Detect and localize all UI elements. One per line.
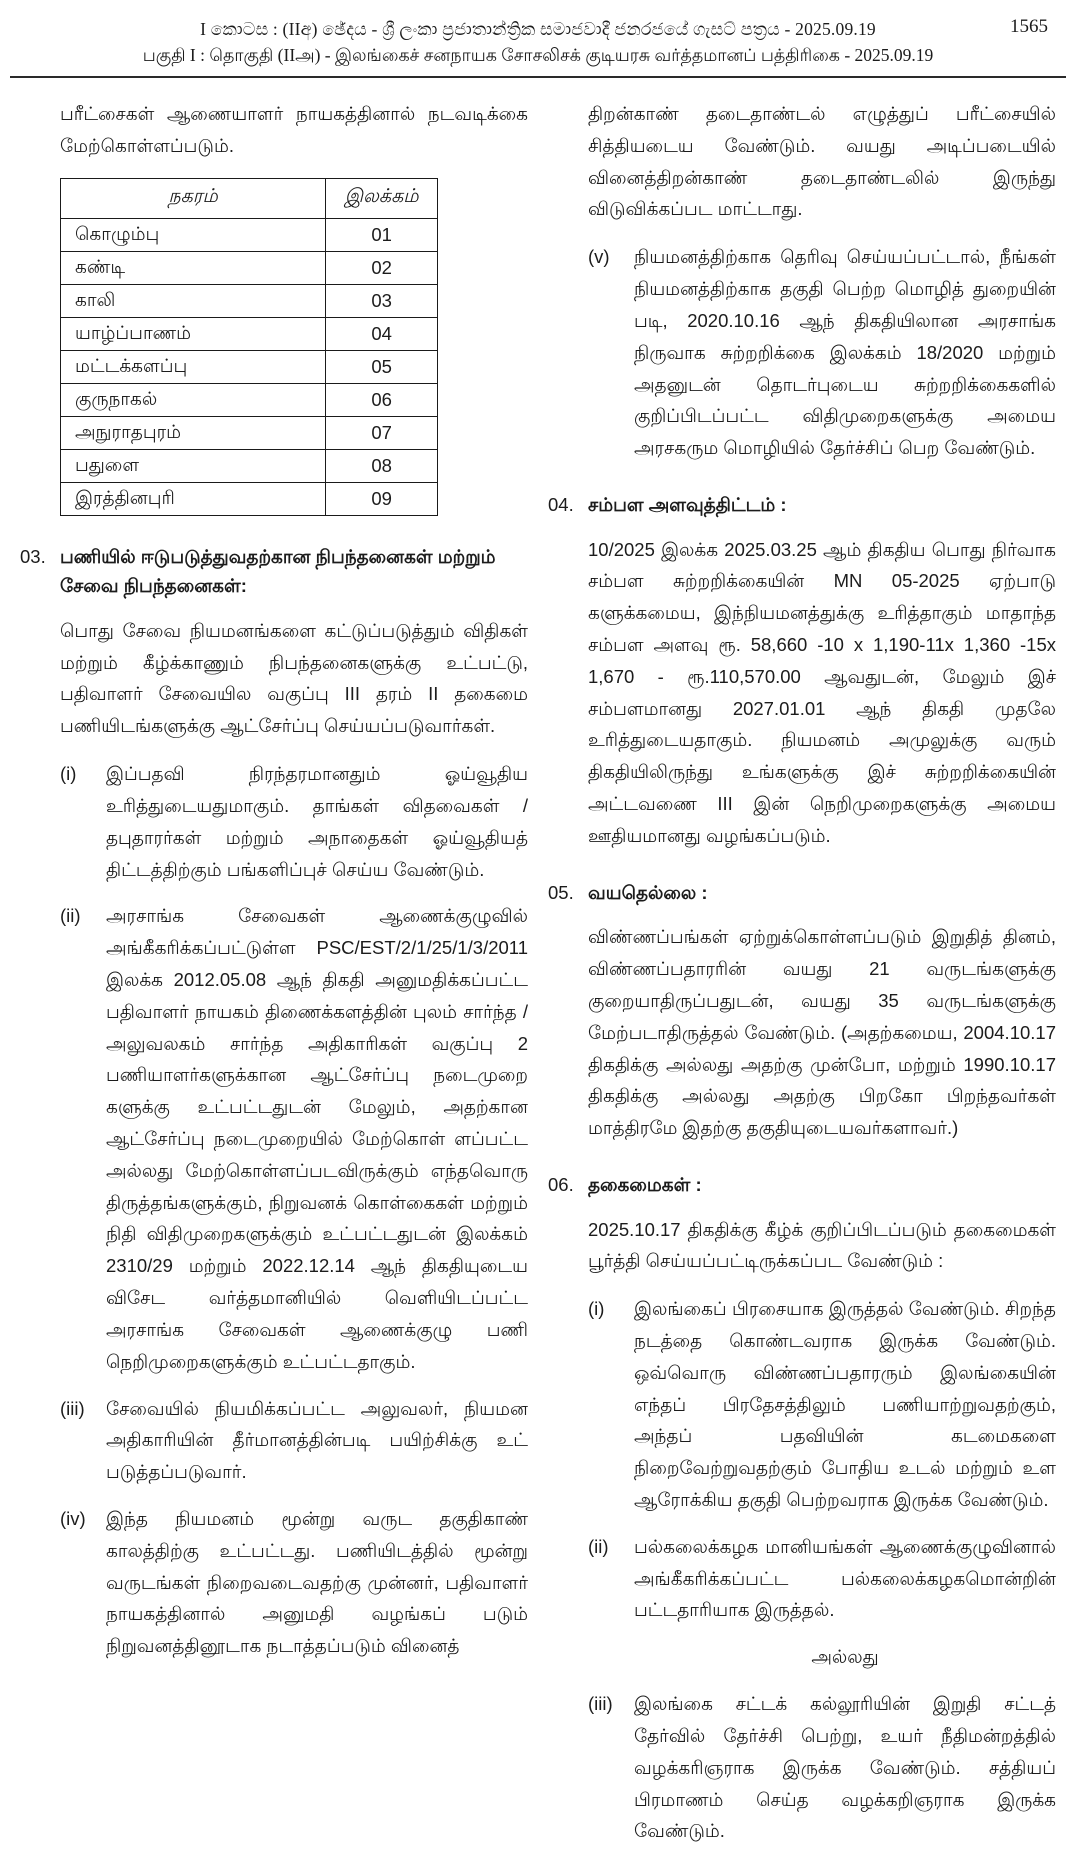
city-code-cell: 06 [326,383,438,416]
city-name-cell: பதுளை [61,449,326,482]
section-03-title: பணியில் ஈடுபடுத்துவதற்கான நிபந்தனைகள் மற்றும் சேவை நிபந்தனைகள்: [60,545,496,597]
city-code-cell: 09 [326,482,438,515]
header-sinhala-line: I කොටස : (IIඅ) ඡේදය - ශ්‍රී ලංකා ප්‍රජාතාන්ත්‍රික සමාජවාදී ජනරජයේ ගැසට් පත්‍රය - 2025.09.19 [200,19,876,39]
table-header-row [61,178,438,218]
section-06-intro: 2025.10.17 திகதிக்கு கீழ்க் குறிப்பிடப்படும் தகைமைகள் பூர்த்தி செய்யப்பட்டிருக்கப்பட வேண்டும் : [588,1218,1056,1272]
section-04-title: சம்பள அளவுத்திட்டம் : [588,493,787,515]
list-item-ii [588,1531,1056,1626]
city-name-cell: இரத்தினபுரி [61,482,326,515]
item-text: அரசாங்க சேவைகள் ஆணைக்குழுவில் அங்கீகரிக்கப்பட்டுள்ள PSC/EST/2/1/25/1/3/2011 இலக்க 2012.05.08 ஆந் திகதி அனுமதிக்கப்பட்ட பதிவாளர் நாயகம் திணைக்களத்தின் புலம் சார்ந்த / அலுவலகம் சார்ந்த அதிகாரிகள் வகுப்பு 2 பணியாளர்களுக்கான ஆட்சேர்ப்பு நடைமுறை களுக்கு உட்பட்டதுடன் மேலும், அதற்கான ஆட்சேர்ப்பு நடைமுறையில் மேற்கொள் ளப்பட்ட அல்லது மேற்கொள்ளப்படவிருக்கும் எந்தவொரு திருத்தங்களுக்கும், நிறுவனக் கொள்கைகள் மற்றும் நிதி விதிமுறைகளுக்கும் உட்பட்டதுடன் இலக்கம் 2310/29 மற்றும் 2022.12.14 ஆந் திகதியுடைய விசேட வர்த்தமானியில் வெளியிடப்பட்ட அரசாங்க சேவைகள் ஆணைக்குழு பணி நெறிமுறைகளுக்கும் உட்பட்டதாகும். [106,905,528,1372]
or-connector: அல்லது [811,1646,879,1668]
list-item-iv [60,1503,528,1662]
item-text: பல்கலைக்கழக மானியங்கள் ஆணைக்குழுவினால் அங்கீகரிக்கப்பட்ட பல்கலைக்கழகமொன்றின் பட்டதாரியாக இருத்தல். [634,1535,1056,1621]
list-item-i [588,1293,1056,1516]
section-03-number: 03. [20,545,46,567]
section-05-heading [548,878,1056,908]
item-marker: (ii) [60,905,81,927]
city-name-cell: குருநாகல் [61,383,326,416]
section-06-heading [548,1170,1056,1200]
section-03-intro: பொது சேவை நியமனங்களை கட்டுப்படுத்தும் விதிகள் மற்றும் கீழ்க்காணும் நிபந்தனைகளுக்கு உட்பட்டு, பதிவாளர் சேவையில வகுப்பு III தரம் II தகைமை பணியிடங்களுக்கு ஆட்சேர்ப்பு செய்யப்படுவார்கள். [60,619,528,737]
city-code-cell: 03 [326,284,438,317]
city-code-cell: 02 [326,251,438,284]
section-03-heading [20,542,528,601]
item-marker: (iv) [60,1507,86,1529]
item-text: இலங்கை சட்டக் கல்லூரியின் இறுதி சட்டத் தேர்வில் தேர்ச்சி பெற்று, உயர் நீதிமன்றத்தில் வழக்கரிஞராக இருக்க வேண்டும். சத்தியப் பிரமாணம் செய்த வழக்கறிஞராக இருக்க வேண்டும். [634,1693,1056,1842]
city-name-cell: யாழ்ப்பாணம் [61,317,326,350]
document-body [0,78,1076,1862]
intro-paragraph: பரீட்சைகள் ஆணையாளர் நாயகத்தினால் நடவடிக்கை மேற்கொள்ளப்படும். [60,103,528,156]
list-item-v [588,241,1056,464]
section-05-body: விண்ணப்பங்கள் ஏற்றுக்கொள்ளப்படும் இறுதித் தினம், விண்ணப்பதாரரின் வயது 21 வருடங்களுக்கு குறையாதிருப்பதுடன், வயது 35 வருடங்களுக்கு மேற்படாதிருத்தல் வேண்டும். (அதற்கமைய, 2004.10.17 திகதிக்கு அல்லது அதற்கு முன்போ, மற்றும் 1990.10.17 திகதிக்கு அல்லது அதற்கு பிறகோ பிறந்தவர்கள் மாத்திரமே இதற்கு தகுதியுடையவர்களாவர்.) [588,926,1056,1139]
section-04-number: 04. [548,493,574,515]
table-row [61,416,438,449]
table-header-code: இலக்கம் [326,178,438,218]
city-name-cell: மட்டக்களப்பு [61,350,326,383]
item-marker: (iii) [60,1397,85,1419]
list-item-ii [60,900,528,1377]
item-text: சேவையில் நியமிக்கப்பட்ட அலுவலர், நியமன அதிகாரியின் தீர்மானத்தின்படி பயிற்சிக்கு உட் படுத்தப்படுவார். [106,1397,528,1483]
page-number: 1565 [1010,16,1048,37]
city-code-cell: 05 [326,350,438,383]
list-item-iii [60,1393,528,1488]
item-marker: (iii) [588,1693,613,1715]
page-header [0,16,1076,68]
section-06-title: தகைமைகள் : [588,1173,702,1195]
item-iv-continuation: திறன்காண் தடைதாண்டல் எழுத்துப் பரீட்சையில் சித்தியடைய வேண்டும். வயது அடிப்படையில் வினைத்திறன்காண் தடைதாண்டலில் இருந்து விடுவிக்கப்பட மாட்டாது. [588,103,1056,220]
table-row [61,284,438,317]
item-marker: (v) [588,246,610,268]
item-text: நியமனத்திற்காக தெரிவு செய்யப்பட்டால், நீங்கள் நியமனத்திற்காக தகுதி பெற்ற மொழித் துறையின் படி, 2020.10.16 ஆந் திகதியிலான அரசாங்க நிருவாக சுற்றறிக்கை இலக்கம் 18/2020 மற்றும் அதனுடன் தொடர்புடைய சுற்றறிக்கைகளில் குறிப்பிடப்பட்ட விதிமுறைகளுக்கு அமைய அரசகரும மொழியில் தேர்ச்சிப் பெற வேண்டும். [634,246,1056,459]
table-row [61,449,438,482]
section-04-body: 10/2025 இலக்க 2025.03.25 ஆம் திகதிய பொது நிர்வாக சம்பள சுற்றறிக்கையின் MN 05-2025 ஏற்பாடு களுக்கமைய, இந்நியமனத்துக்கு உரித்தாகும் மாதாந்த சம்பள அளவு ரூ. 58,660 -10 x 1,190-11x 1,360 -15x 1,670 - ரூ.110,570.00 ஆவதுடன், மேலும் இச் சம்பளமானது 2027.01.01 ஆந் திகதி முதலே உரித்துடையதாகும். நியமனம் அமுலுக்கு வரும் திகதியிலிருந்து உங்களுக்கு இச் சுற்றறிக்கையின் அட்டவணை III இன் நெறிமுறைகளுக்கு அமைய ஊதியமானது வழங்கப்படும். [588,538,1056,846]
city-name-cell: கண்டி [61,251,326,284]
table-row [61,251,438,284]
table-header-city: நகரம் [61,178,326,218]
city-code-cell: 08 [326,449,438,482]
left-column [20,98,528,1862]
table-row [61,317,438,350]
city-code-cell: 01 [326,218,438,251]
city-code-table [60,178,438,516]
list-item-iii [588,1688,1056,1847]
item-marker: (i) [60,763,77,785]
table-row [61,218,438,251]
city-code-cell: 04 [326,317,438,350]
city-name-cell: கொழும்பு [61,218,326,251]
section-06-number: 06. [548,1173,574,1195]
item-text: இந்த நியமனம் மூன்று வருட தகுதிகாண் காலத்திற்கு உட்பட்டது. பணியிடத்தில் மூன்று வருடங்கள் நிறைவடைவதற்கு முன்னர், பதிவாளர் நாயகத்தினால் அனுமதி வழங்கப் படும் நிறுவனத்தினூடாக நடாத்தப்படும் வினைத் [106,1507,528,1657]
city-name-cell: அநுராதபுரம் [61,416,326,449]
section-05-title: வயதெல்லை : [588,881,708,903]
item-marker: (i) [588,1298,605,1320]
city-name-cell: காலி [61,284,326,317]
list-item-i [60,758,528,885]
table-row [61,482,438,515]
item-text: இப்பதவி நிரந்தரமானதும் ஓய்வூதிய உரித்துடையதுமாகும். தாங்கள் விதவைகள் / தபுதாரர்கள் மற்றும் அநாதைகள் ஓய்வூதியத் திட்டத்திற்கும் பங்களிப்புச் செய்ய வேண்டும். [106,763,528,880]
right-column [548,98,1056,1862]
item-text: இலங்கைப் பிரசையாக இருத்தல் வேண்டும். சிறந்த நடத்தை கொண்டவராக இருக்க வேண்டும். ஒவ்வொரு விண்ணப்பதாரரும் இலங்கையின் எந்தப் பிரதேசத்திலும் பணியாற்றுவதற்கும், அந்தப் பதவியின் கடமைகளை நிறைவேற்றுவதற்கும் போதிய உடல் மற்றும் உள ஆரோக்கிய தகுதி பெற்றவராக இருக்க வேண்டும். [634,1298,1056,1511]
table-row [61,383,438,416]
section-04-heading [548,490,1056,520]
section-05-number: 05. [548,881,574,903]
item-marker: (ii) [588,1535,609,1557]
city-code-cell: 07 [326,416,438,449]
table-row [61,350,438,383]
header-tamil-line: பகுதி I : தொகுதி (IIஅ) - இலங்கைச் சனநாயக சோசலிசக் குடியரசு வர்த்தமானப் பத்திரிகை - 2025.09.19 [142,45,934,65]
